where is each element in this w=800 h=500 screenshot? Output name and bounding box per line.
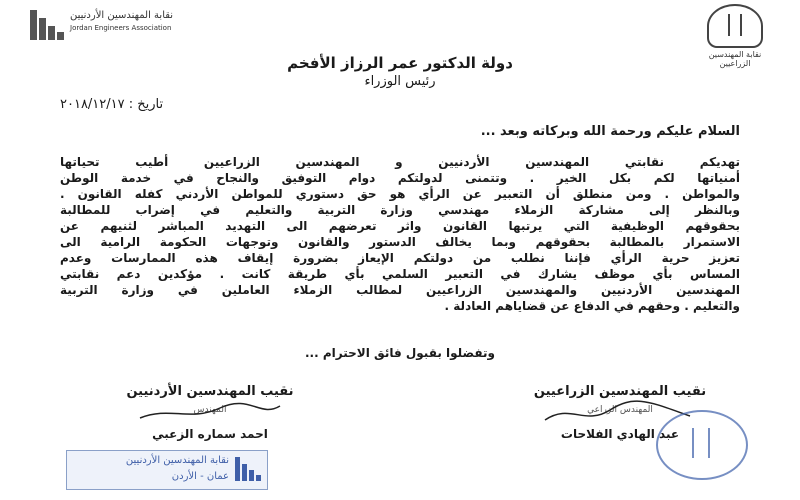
greeting: السلام عليكم ورحمة الله وبركاته وبعد ... (480, 124, 740, 139)
wheat-seal-icon (707, 4, 763, 48)
body-line: المهندسين الأردنيين والمهندسين الزراعيين لمطالب الزملاء العاملين في وزارة التربية (60, 283, 740, 297)
jea-logo (30, 6, 220, 46)
jea-logo-arabic: نقابة المهندسين الأردنيين (70, 10, 174, 21)
signature-jea (80, 384, 340, 441)
signature-name: عبد الهادي الفلاحات (560, 427, 680, 441)
body-line: والتعليم . وحقهم في الدفاع عن قضاياهم العادلة . (444, 299, 740, 313)
jea-stamp-mark-icon (235, 457, 259, 481)
agri-engineers-logo (700, 4, 770, 68)
signature-name: احمد سماره الزعبي (152, 427, 268, 441)
signature-title: نقيب المهندسين الزراعيين (533, 384, 707, 399)
signature-prefix: المهندس الزراعي (587, 405, 653, 415)
body-line: أمنياتها لكم بكل الخير . وتتمنى لدولتكم دوام التوفيق والنجاح في خدمة الوطن (60, 171, 740, 185)
signature-title: نقيب المهندسين الأردنيين (126, 384, 294, 399)
body-line: الاستمرار بالمطالبة بحقوقهم وبما يخالف الدستور والقانون وتوجهات الحكومة الرامية الى (60, 235, 740, 249)
jea-stamp-line1: نقابة المهندسين الأردنيين (125, 455, 229, 466)
jea-stamp (66, 450, 268, 490)
closing-line: وتفضلوا بقبول فائق الاحترام ... (305, 346, 495, 360)
body-line: تعزيز حرية الرأي فإننا نطلب من دولتكم الإيعاز بضرورة إيقاف هذه الممارسات وعدم (60, 251, 740, 265)
letter-body (60, 154, 740, 314)
body-line: المساس بأي موظف يشارك في التعبير السلمي بأي طريقة كانت . مؤكدين دعم نقابتي (60, 267, 740, 281)
letter-date: تاريخ : ٢٠١٨/١٢/١٧ (60, 97, 164, 112)
body-line: وبالنظر إلى مشاركة الزملاء مهندسي وزارة التربية والتعليم في إضراب للمطالبة (60, 203, 740, 217)
jea-logo-text (70, 10, 173, 34)
jea-stamp-line2: عمان - الأردن (171, 471, 229, 482)
agri-logo-caption: نقابة المهندسين الزراعيين (708, 50, 762, 68)
jea-logo-mark-icon (30, 10, 64, 40)
jea-logo-english: Jordan Engineers Association (70, 24, 172, 32)
addressee-name: دولة الدكتور عمر الرزاز الأفخم (287, 54, 513, 72)
body-line: تهديكم نقابتي المهندسين الأردنيين و المهندسين الزراعيين أطيب تحياتها (60, 155, 740, 169)
handwritten-signature-icon (130, 398, 290, 428)
agri-round-stamp-icon (656, 410, 748, 480)
body-line: والمواطن . ومن منطلق أن التعبير عن الرأي هو حق دستوري للمواطن الأردني كفله القانون . (60, 187, 740, 201)
body-line: بحقوقهم الوظيفية التي يرتبها القانون واثر تعرضهم الى التهديد المباشر لثنيهم عن (60, 219, 740, 233)
addressee-title: رئيس الوزراء (364, 74, 436, 89)
signature-prefix: المهندس (193, 405, 227, 415)
